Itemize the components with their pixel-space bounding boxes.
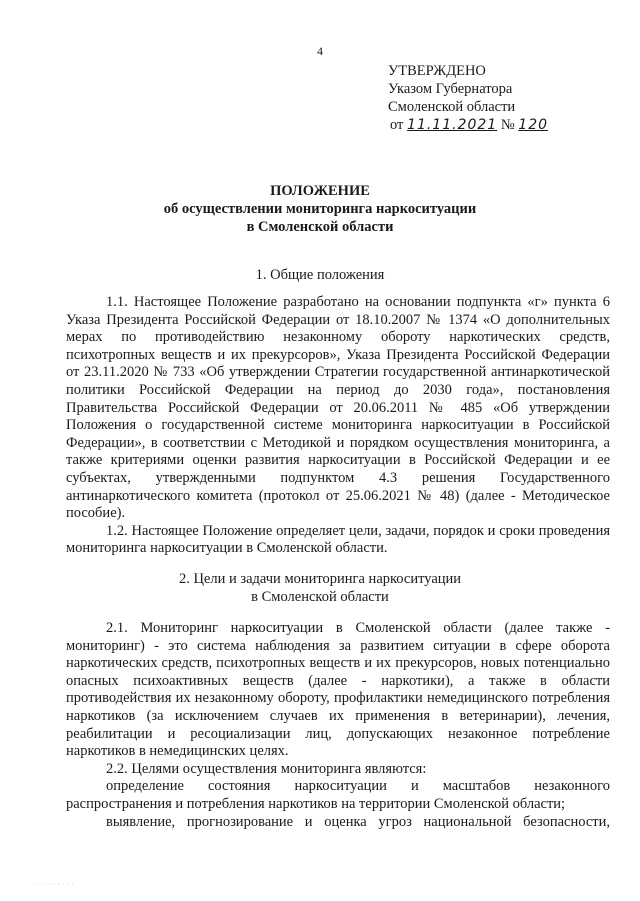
paragraph-2-2-item-1: определение состояния наркоситуации и масштабов незаконного распространения и потребления наркотиков на территории Смоленской области; bbox=[66, 778, 610, 812]
approval-number-handwritten: 120 bbox=[518, 117, 549, 133]
section-2-heading bbox=[0, 570, 640, 606]
title-line-2: об осуществлении мониторинга наркоситуации bbox=[163, 201, 477, 217]
section-1-heading: 1. Общие положения bbox=[255, 267, 385, 283]
title-line-3: в Смоленской области bbox=[246, 219, 394, 235]
approval-number-prefix: № bbox=[500, 117, 515, 133]
approval-date-line bbox=[390, 116, 548, 134]
section-2-heading-line-1: 2. Цели и задачи мониторинга наркоситуации bbox=[178, 571, 462, 587]
paragraph-2-2: 2.2. Целями осуществления мониторинга являются: bbox=[106, 760, 427, 777]
approval-line-approved: УТВЕРЖДЕНО bbox=[388, 63, 486, 79]
approval-line-decree: Указом Губернатора bbox=[388, 81, 513, 97]
page-number: 4 bbox=[317, 44, 323, 58]
paragraph-1-1: 1.1. Настоящее Положение разработано на основании подпункта «г» пункта 6 Указа Президента Российской Федерации от 18.10.2007 № 1374 «О дополнительных мерах по противодействию незаконному обороту наркотических средств, психотропных веществ и их прекурсоров», Указа Президента Российской Федерации от 23.11.2020 № 733 «Об утверждении Стратегии государственной антинаркотической политики Российской Федерации на период до 2030 года», постановления Правительства Российской Федерации от 20.06.2011 № 485 «Об утверждении Положения о государственной системе мониторинга наркоситуации в Российской Федерации», в соответствии с Методикой и порядком осуществления мониторинга, а также критериями оценки развития наркоситуации в Российской Федерации и ее субъектах, утвержденными подпунктом 4.3 решения Государственного антинаркотического комитета (протокол от 25.06.2021 № 48) (далее - Методическое пособие). bbox=[66, 294, 610, 522]
approval-stamp bbox=[388, 62, 548, 134]
section-2-heading-line-2: в Смоленской области bbox=[251, 589, 389, 605]
section-2-body bbox=[66, 620, 610, 831]
approval-date-prefix: от bbox=[390, 117, 404, 133]
section-1-body bbox=[66, 294, 610, 558]
paragraph-1-2: 1.2. Настоящее Положение определяет цели, задачи, порядок и сроки проведения мониторинга наркоситуации в Смоленской области. bbox=[66, 522, 610, 557]
approval-date-handwritten: 11.11.2021 bbox=[407, 117, 498, 133]
approval-line-region: Смоленской области bbox=[388, 99, 516, 115]
paragraph-2-1: 2.1. Мониторинг наркоситуации в Смоленской области (далее также - мониторинг) - это система наблюдения за развитием ситуации в сфере оборота наркотических средств, психотропных веществ и их прекурсоров, новых потенциально опасных психоактивных веществ (далее - наркотики), а также в области противодействия их незаконному обороту, профилактики немедицинского потребления наркотиков (за исключением случаев их применения в ветеринарии), лечения, реабилитации и ресоциализации лиц, допускающих незаконное потребление наркотиков в немедицинских целях. bbox=[66, 620, 610, 760]
paragraph-2-2-item-2: выявление, прогнозирование и оценка угроз национальной безопасности, bbox=[106, 813, 610, 830]
scan-artifact: ········· bbox=[34, 880, 76, 889]
document-title bbox=[0, 182, 640, 236]
title-line-1: ПОЛОЖЕНИЕ bbox=[270, 183, 370, 199]
